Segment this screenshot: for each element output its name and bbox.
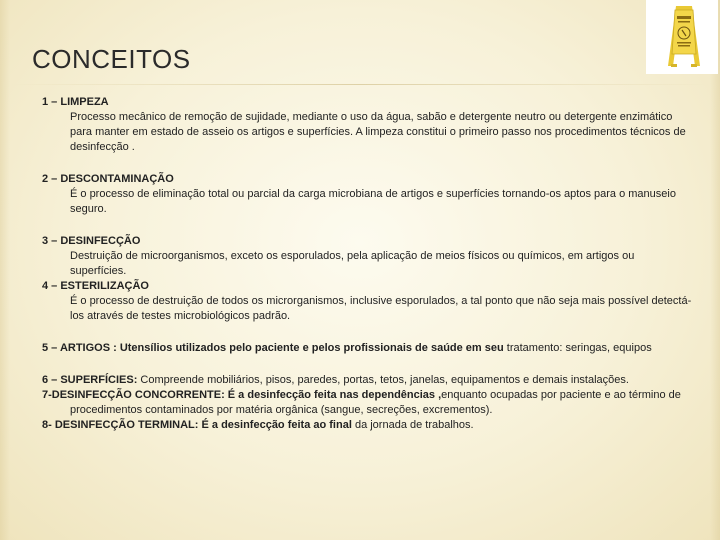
concept-heading: 2 – DESCONTAMINAÇÃO: [42, 173, 174, 185]
concept-desinfeccao-terminal: [42, 418, 692, 433]
concept-descontaminacao: [42, 172, 692, 217]
wet-floor-caution-sign-icon: [646, 0, 718, 74]
concept-text: É o processo de destruição de todos os microrganismos, inclusive esporulados, a tal ponto que não seja mais possível detectá-los através de testes microbiológicos padrão.: [70, 295, 692, 322]
concept-heading: 6 – SUPERFÍCIES:: [42, 374, 138, 386]
concept-esterilizacao: [42, 279, 692, 324]
page-title: CONCEITOS: [32, 44, 191, 74]
concept-text: Compreende mobiliários, pisos, paredes, portas, tetos, janelas, equipamentos e demais instalações.: [137, 374, 629, 386]
concept-text: da jornada de trabalhos.: [351, 419, 474, 431]
slide-border-right: [710, 0, 720, 540]
concept-text: É o processo de eliminação total ou parcial da carga microbiana de artigos e superfícies tornando-os aptos para o manuseio seguro.: [70, 188, 676, 215]
concept-desinfeccao-concorrente: [42, 388, 692, 418]
concept-text: enquanto ocupadas por paciente e ao término de procedimentos contaminados por matéria orgânica (sangue, secreções, excrementos).: [70, 389, 681, 416]
slide-border-left: [0, 0, 10, 540]
concept-desinfeccao: [42, 234, 692, 279]
concept-text: tratamento: seringas, equipos: [503, 342, 652, 354]
concept-heading: 1 – LIMPEZA: [42, 96, 109, 108]
concept-superficies: [42, 373, 692, 388]
concept-heading: 5 – ARTIGOS : Utensílios utilizados pelo paciente e pelos profissionais de saúde em seu: [42, 342, 504, 354]
concept-heading: 3 – DESINFECÇÃO: [42, 235, 141, 247]
concepts-list: [42, 95, 692, 433]
concept-heading: 7-DESINFECÇÃO CONCORRENTE: É a desinfecção feita nas dependências ,: [42, 389, 442, 401]
concept-text: Destruição de microorganismos, exceto os esporulados, pela aplicação de meios físicos ou químicos, em artigos ou superfícies.: [70, 250, 635, 277]
concept-heading: 8- DESINFECÇÃO TERMINAL: É a desinfecção feita ao final: [42, 419, 352, 431]
concept-limpeza: [42, 95, 692, 155]
title-divider: [10, 84, 710, 85]
concept-artigos: [42, 341, 692, 356]
concept-text: Processo mecânico de remoção de sujidade, mediante o uso da água, sabão e detergente neutro ou detergente enzimático para manter em estado de asseio os artigos e superfícies. A limpeza constitui o primeiro passo nos procedimentos técnicos de desinfecção .: [70, 111, 686, 153]
concept-heading: 4 – ESTERILIZAÇÃO: [42, 280, 149, 292]
